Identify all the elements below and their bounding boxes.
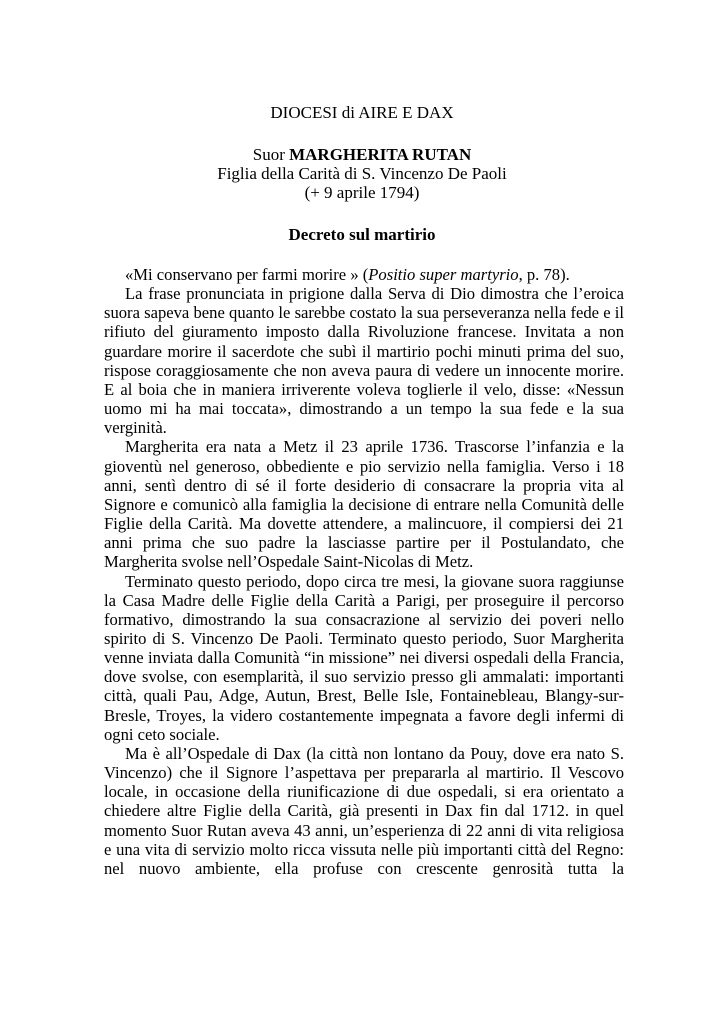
sister-name: MARGHERITA RUTAN <box>289 145 472 164</box>
document-body <box>104 265 624 878</box>
sister-heading <box>0 145 724 165</box>
decree-title: Decreto sul martirio <box>288 225 436 244</box>
opening-quote <box>104 265 624 284</box>
death-date: (+ 9 aprile 1794) <box>304 183 420 202</box>
religious-order: Figlia della Carità di S. Vincenzo De Paoli <box>217 164 507 183</box>
quote-source: Positio super martyrio <box>368 265 519 284</box>
sister-prefix: Suor <box>252 145 285 164</box>
quote-text: «Mi conservano per farmi morire » ( <box>125 265 369 284</box>
paragraph-4: Ma è all’Ospedale di Dax (la città non lontano da Pouy, dove era nato S. Vincenzo) che il Signore l’aspettava per prepararla al martirio. Il Vescovo locale, in occasione della riunificazione di due ospedali, si era orientato a chiedere altre Figlie della Carità, già presenti in Dax fin dal 1712. in quel momento Suor Rutan aveva 43 anni, un’esperienza di 22 anni di vita religiosa e una vita di servizio molto ricca vissuta nelle più importanti città del Regno: nel nuovo ambiente, ella profuse con crescente genrosità tutta la <box>104 743 624 878</box>
quote-page: , p. 78). <box>518 265 570 284</box>
diocese-heading: DIOCESI di AIRE E DAX <box>270 103 454 122</box>
paragraph-3: Terminato questo periodo, dopo circa tre mesi, la giovane suora raggiunse la Casa Madre delle Figlie della Carità a Parigi, per proseguire il percorso formativo, dimostrando la sua consacrazione al servizio dei poveri nello spirito di S. Vincenzo De Paoli. Terminato questo periodo, Suor Margherita venne inviata dalla Comunità “in missione” nei diversi ospedali della Francia, dove svolse, con esemplarità, il suo servizio presso gli ammalati: importanti città, quali Pau, Adge, Autun, Brest, Belle Isle, Fontainebleau, Blangy-sur-Bresle, Troyes, la videro costantemente impegnata a favore degli infermi di ogni ceto sociale. <box>104 571 624 744</box>
paragraph-1: La frase pronunciata in prigione dalla Serva di Dio dimostra che l’eroica suora sapeva bene quanto le sarebbe costato la sua perseveranza nella fede e il rifiuto del giuramento imposto dalla Rivoluzione francese. Invitata a non guardare morire il sacerdote che subì il martirio pochi minuti prima del suo, rispose coraggiosamente che non aveva paura di vedere un innocente morire. E al boia che in maniera irriverente voleva toglierle il velo, disse: «Nessun uomo mi ha mai toccata», dimostrando a un tempo la sua fede e la sua verginità. <box>104 284 624 438</box>
paragraph-2: Margherita era nata a Metz il 23 aprile 1736. Trascorse l’infanzia e la gioventù nel generoso, obbediente e pio servizio nella famiglia. Verso i 18 anni, sentì dentro di sé il forte desiderio di consacrare la propria vita al Signore e comunicò alla famiglia la decisione di entrare nella Comunità delle Figlie della Carità. Ma dovette attendere, a malincuore, il compiersi dei 21 anni prima che suo padre la lasciasse partire per il Postulandato, che Margherita svolse nell’Ospedale Saint-Nicolas di Metz. <box>104 437 624 572</box>
